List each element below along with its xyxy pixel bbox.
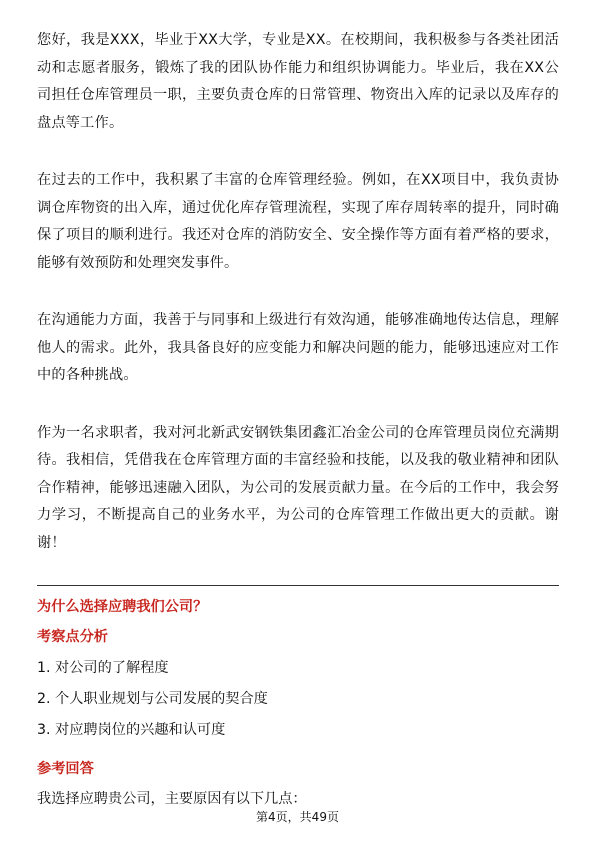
analysis-heading: 考察点分析 [37,629,108,645]
list-item: 3. 对应聘岗位的兴趣和认可度 [37,722,226,738]
paragraph-closing: 作为一名求职者，我对河北新武安钢铁集团鑫汇冶金公司的仓库管理员岗位充满期待。我相信，凭借我在仓库管理方面的丰富经验和技能，以及我的敬业精神和团队合作精神，能够迅速融入团队，为公司的发展贡献力量。在今后的工作中，我会努力学习，不断提高自己的业务水平，为公司的仓库管理工作做出更大的贡献。谢谢！ [37,424,559,551]
paragraph-communication: 在沟通能力方面，我善于与同事和上级进行有效沟通，能够准确地传达信息，理解他人的需求。此外，我具备良好的应变能力和解决问题的能力，能够迅速应对工作中的各种挑战。 [37,312,559,383]
section-divider [37,585,559,586]
answer-intro: 我选择应聘贵公司，主要原因有以下几点： [37,791,307,807]
question-title: 为什么选择应聘我们公司？ [37,599,208,615]
page-number: 第4页，共49页 [256,810,339,824]
list-item: 2. 个人职业规划与公司发展的契合度 [37,691,268,707]
list-item: 1. 对公司的了解程度 [37,660,169,676]
analysis-points-list [37,658,559,740]
self-introduction-answer [37,27,559,587]
question-section [37,594,559,823]
paragraph-background: 您好，我是XXX，毕业于XX大学，专业是XX。在校期间，我积极参与各类社团活动和志愿者服务，锻炼了我的团队协作能力和组织协调能力。毕业后，我在XX公司担任仓库管理员一职，主要负责仓库的日常管理、物资出入库的记录以及库存的盘点等工作。 [37,32,559,131]
paragraph-experience: 在过去的工作中，我积累了丰富的仓库管理经验。例如，在XX项目中，我负责协调仓库物资的出入库，通过优化库存管理流程，实现了库存周转率的提升，同时确保了项目的顺利进行。我还对仓库的消防安全、安全操作等方面有着严格的要求，能够有效预防和处理突发事件。 [37,172,559,271]
answer-heading: 参考回答 [37,761,94,777]
